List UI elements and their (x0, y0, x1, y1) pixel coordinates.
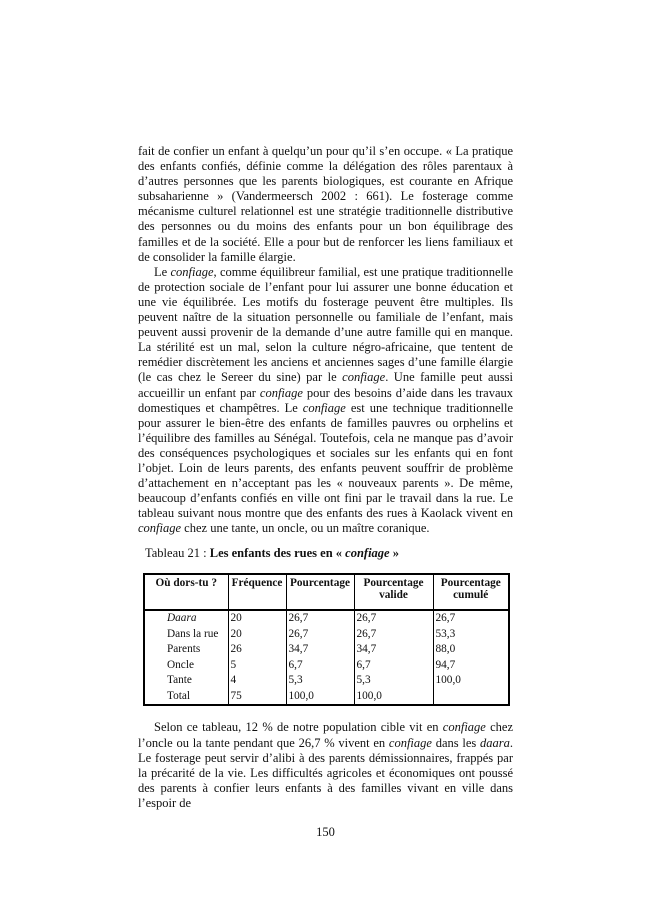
page-number: 150 (316, 825, 335, 839)
column-header: Pourcentage (286, 574, 354, 610)
paragraph (138, 144, 513, 265)
italic-term: confiage (388, 735, 432, 750)
italic-term: confiage (442, 720, 486, 735)
table-cell: Dans la rue (167, 627, 219, 640)
italic-term: confiage (342, 370, 386, 385)
table-cell: 88,0 (433, 642, 509, 658)
italic-term: confiage (259, 385, 303, 400)
page-content (138, 144, 513, 840)
text-run: , comme équilibreur familial, est une pratique traditionnelle de protection sociale de l’enfant pour lui assurer une bonne éducation et une vie équilibrée. Les motifs du fosterage peuvent être multiples. Ils peuvent naître de la situation personnelle ou familiale de l’enfant, mais peuvent aussi provenir de la demande d’une autre famille qui en manque. La stérilité est un mal, selon la culture négro-africaine, que tentent de remédier discrètement les anciens et anciennes sages d’une famille élargie (le cas chez le Sereer du sine) par le (138, 264, 513, 385)
table-cell: Parents (167, 643, 201, 656)
text-run: Selon ce tableau, 12 % de notre population cible vit en (154, 720, 443, 735)
text-run: dans les (431, 735, 480, 750)
table-row (144, 673, 509, 689)
column-header: Où dors-tu ? (144, 574, 228, 610)
table-cell: 4 (228, 673, 286, 689)
table-cell: 26,7 (354, 627, 433, 643)
column-header: Pourcentage valide (354, 574, 433, 610)
italic-term: daara (479, 735, 510, 750)
table-cell: 26,7 (286, 610, 354, 627)
table-cell: 34,7 (354, 642, 433, 658)
text-run: est une technique traditionnelle pour assurer le bien-être des enfants de familles pauvres ou orphelins et l’équilibre des familles au Sénégal. Toutefois, cela ne manque pas d’avoir des conséquences psychologiques et sociales sur les enfants qui en font l’objet. Loin de leurs parents, des enfants peuvent souffrir de problème d’attachement en n’acceptant pas les « nouveaux parents ». De même, beaucoup d’enfants confiés en ville ont fini par le travail dans la rue. Le tableau suivant nous montre que des enfants des rues à Kaolack vivent en (138, 400, 513, 521)
table-cell: 20 (228, 610, 286, 627)
table-row (144, 658, 509, 674)
table-header-row (144, 574, 509, 610)
text-run: Le (154, 264, 171, 279)
paragraph (138, 720, 513, 811)
table-cell: 26,7 (433, 610, 509, 627)
italic-term: confiage (302, 400, 346, 415)
text-run: . Le fosterage peut servir d’alibi à des parents démissionnaires, frappés par la précarité de la vie. Les difficultés agricoles et économiques ont poussé des parents à confier leurs enfants à des familles vivant en ville dans l’espoir de (138, 735, 513, 810)
data-table (143, 573, 510, 706)
body-text (138, 720, 513, 811)
column-header: Pourcentage cumulé (433, 574, 509, 610)
table-caption (145, 546, 513, 561)
table-cell: 20 (228, 627, 286, 643)
table-row (144, 627, 509, 643)
table-cell: 6,7 (286, 658, 354, 674)
table-cell: 26 (228, 642, 286, 658)
text-run: chez l’oncle ou la tante pendant que 26,7 % vivent en (138, 720, 513, 750)
table-row (144, 610, 509, 627)
table-cell: 75 (228, 689, 286, 706)
text-run: fait de confier un enfant à quelqu’un pour qu’il s’en occupe. « La pratique des enfants confiés, définie comme la délégation des rôles parentaux à d’autres personnes que les parents biologiques, est courante en Afrique subsaharienne » (Vandermeersch 2002 : 661). Le fosterage comme mécanisme culturel relationnel est une stratégie traditionnelle distributive des personnes ou du moins des enfants pour un bon équilibrage des familles et de la société. Elle a pour but de renforcer les liens familiaux et de consolider la famille élargie. (138, 144, 513, 264)
table-cell (433, 689, 509, 706)
body-text (138, 144, 513, 536)
text-run: pour des besoins d’aide dans les travaux domestiques et champêtres. Le (138, 385, 513, 415)
table-cell: 5,3 (286, 673, 354, 689)
table-cell: Total (167, 689, 191, 702)
italic-term: confiage (138, 521, 182, 536)
table-cell: Tante (167, 674, 192, 687)
table-cell: 6,7 (354, 658, 433, 674)
table-cell: 26,7 (286, 627, 354, 643)
column-header: Fréquence (228, 574, 286, 610)
caption-title-end: » (389, 546, 399, 561)
table-cell: 34,7 (286, 642, 354, 658)
table-row (144, 642, 509, 658)
table-cell: Oncle (167, 658, 194, 671)
caption-title-italic: confiage (345, 546, 390, 561)
text-run: chez une tante, un oncle, ou un maître coranique. (181, 521, 430, 536)
table-cell: 53,3 (433, 627, 509, 643)
table-cell: 100,0 (354, 689, 433, 706)
table-cell: 100,0 (433, 673, 509, 689)
text-run: . Une famille peut aussi accueillir un enfant par (138, 370, 514, 400)
table-cell: 5 (228, 658, 286, 674)
table-cell: Daara (167, 612, 197, 625)
caption-title-text: Les enfants des rues en « (209, 546, 346, 561)
table-cell: 94,7 (433, 658, 509, 674)
italic-term: confiage (170, 264, 214, 279)
caption-label: Tableau 21 : (145, 546, 210, 561)
table-row (144, 689, 509, 706)
table-cell: 26,7 (354, 610, 433, 627)
paragraph (138, 265, 513, 537)
caption-title (210, 546, 399, 560)
table-cell: 5,3 (354, 673, 433, 689)
table-cell: 100,0 (286, 689, 354, 706)
